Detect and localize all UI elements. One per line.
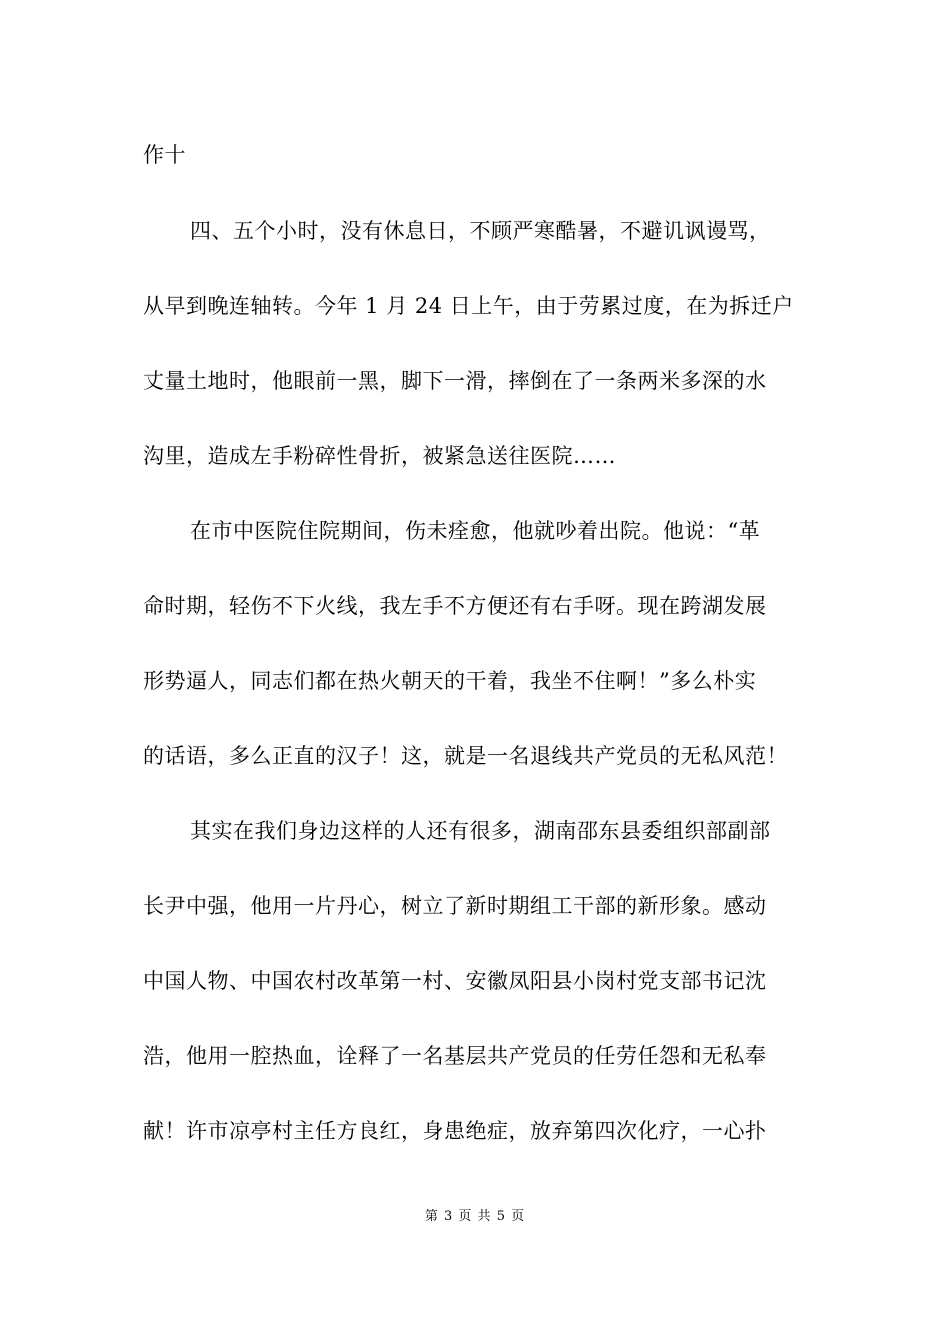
text-line: 形势逼人，同志们都在热火朝天的干着，我坐不住啊！”多么朴实 — [143, 669, 757, 693]
text-line: 献！许市凉亭村主任方良红，身患绝症，放弃第四次化疗，一心扑 — [143, 1119, 767, 1143]
text-line: 丈量土地时，他眼前一黑，脚下一滑，摔倒在了一条两米多深的水 — [143, 369, 767, 393]
text-line: 浩，他用一腔热血，诠释了一名基层共产党员的任劳任怨和无私奉 — [143, 1044, 767, 1068]
paragraph-line: 其实在我们身边这样的人还有很多，湖南邵东县委组织部副部 — [190, 819, 771, 843]
text-line: 中国人物、中国农村改革第一村、安徽凤阳县小岗村党支部书记沈 — [143, 969, 767, 993]
text-line: 作十 — [143, 143, 186, 167]
text-line: 命时期，轻伤不下火线，我左手不方便还有右手呀。现在跨湖发展 — [143, 594, 767, 618]
paragraph-line: 在市中医院住院期间，伤未痊愈，他就吵着出院。他说：“革 — [190, 519, 761, 543]
text-line: 长尹中强，他用一片丹心，树立了新时期组工干部的新形象。感动 — [143, 894, 767, 918]
page-number-footer: 第 3 页 共 5 页 — [424, 1209, 526, 1224]
paragraph-line: 四、五个小时，没有休息日，不顾严寒酷暑，不避讥讽谩骂， — [190, 219, 771, 243]
text-line: 的话语，多么正直的汉子！这，就是一名退线共产党员的无私风范！ — [143, 744, 788, 768]
text-line: 沟里，造成左手粉碎性骨折，被紧急送往医院…… — [143, 444, 616, 468]
text-line: 从早到晚连轴转。今年 1 月 24 日上午，由于劳累过度，在为拆迁户 — [143, 294, 794, 318]
